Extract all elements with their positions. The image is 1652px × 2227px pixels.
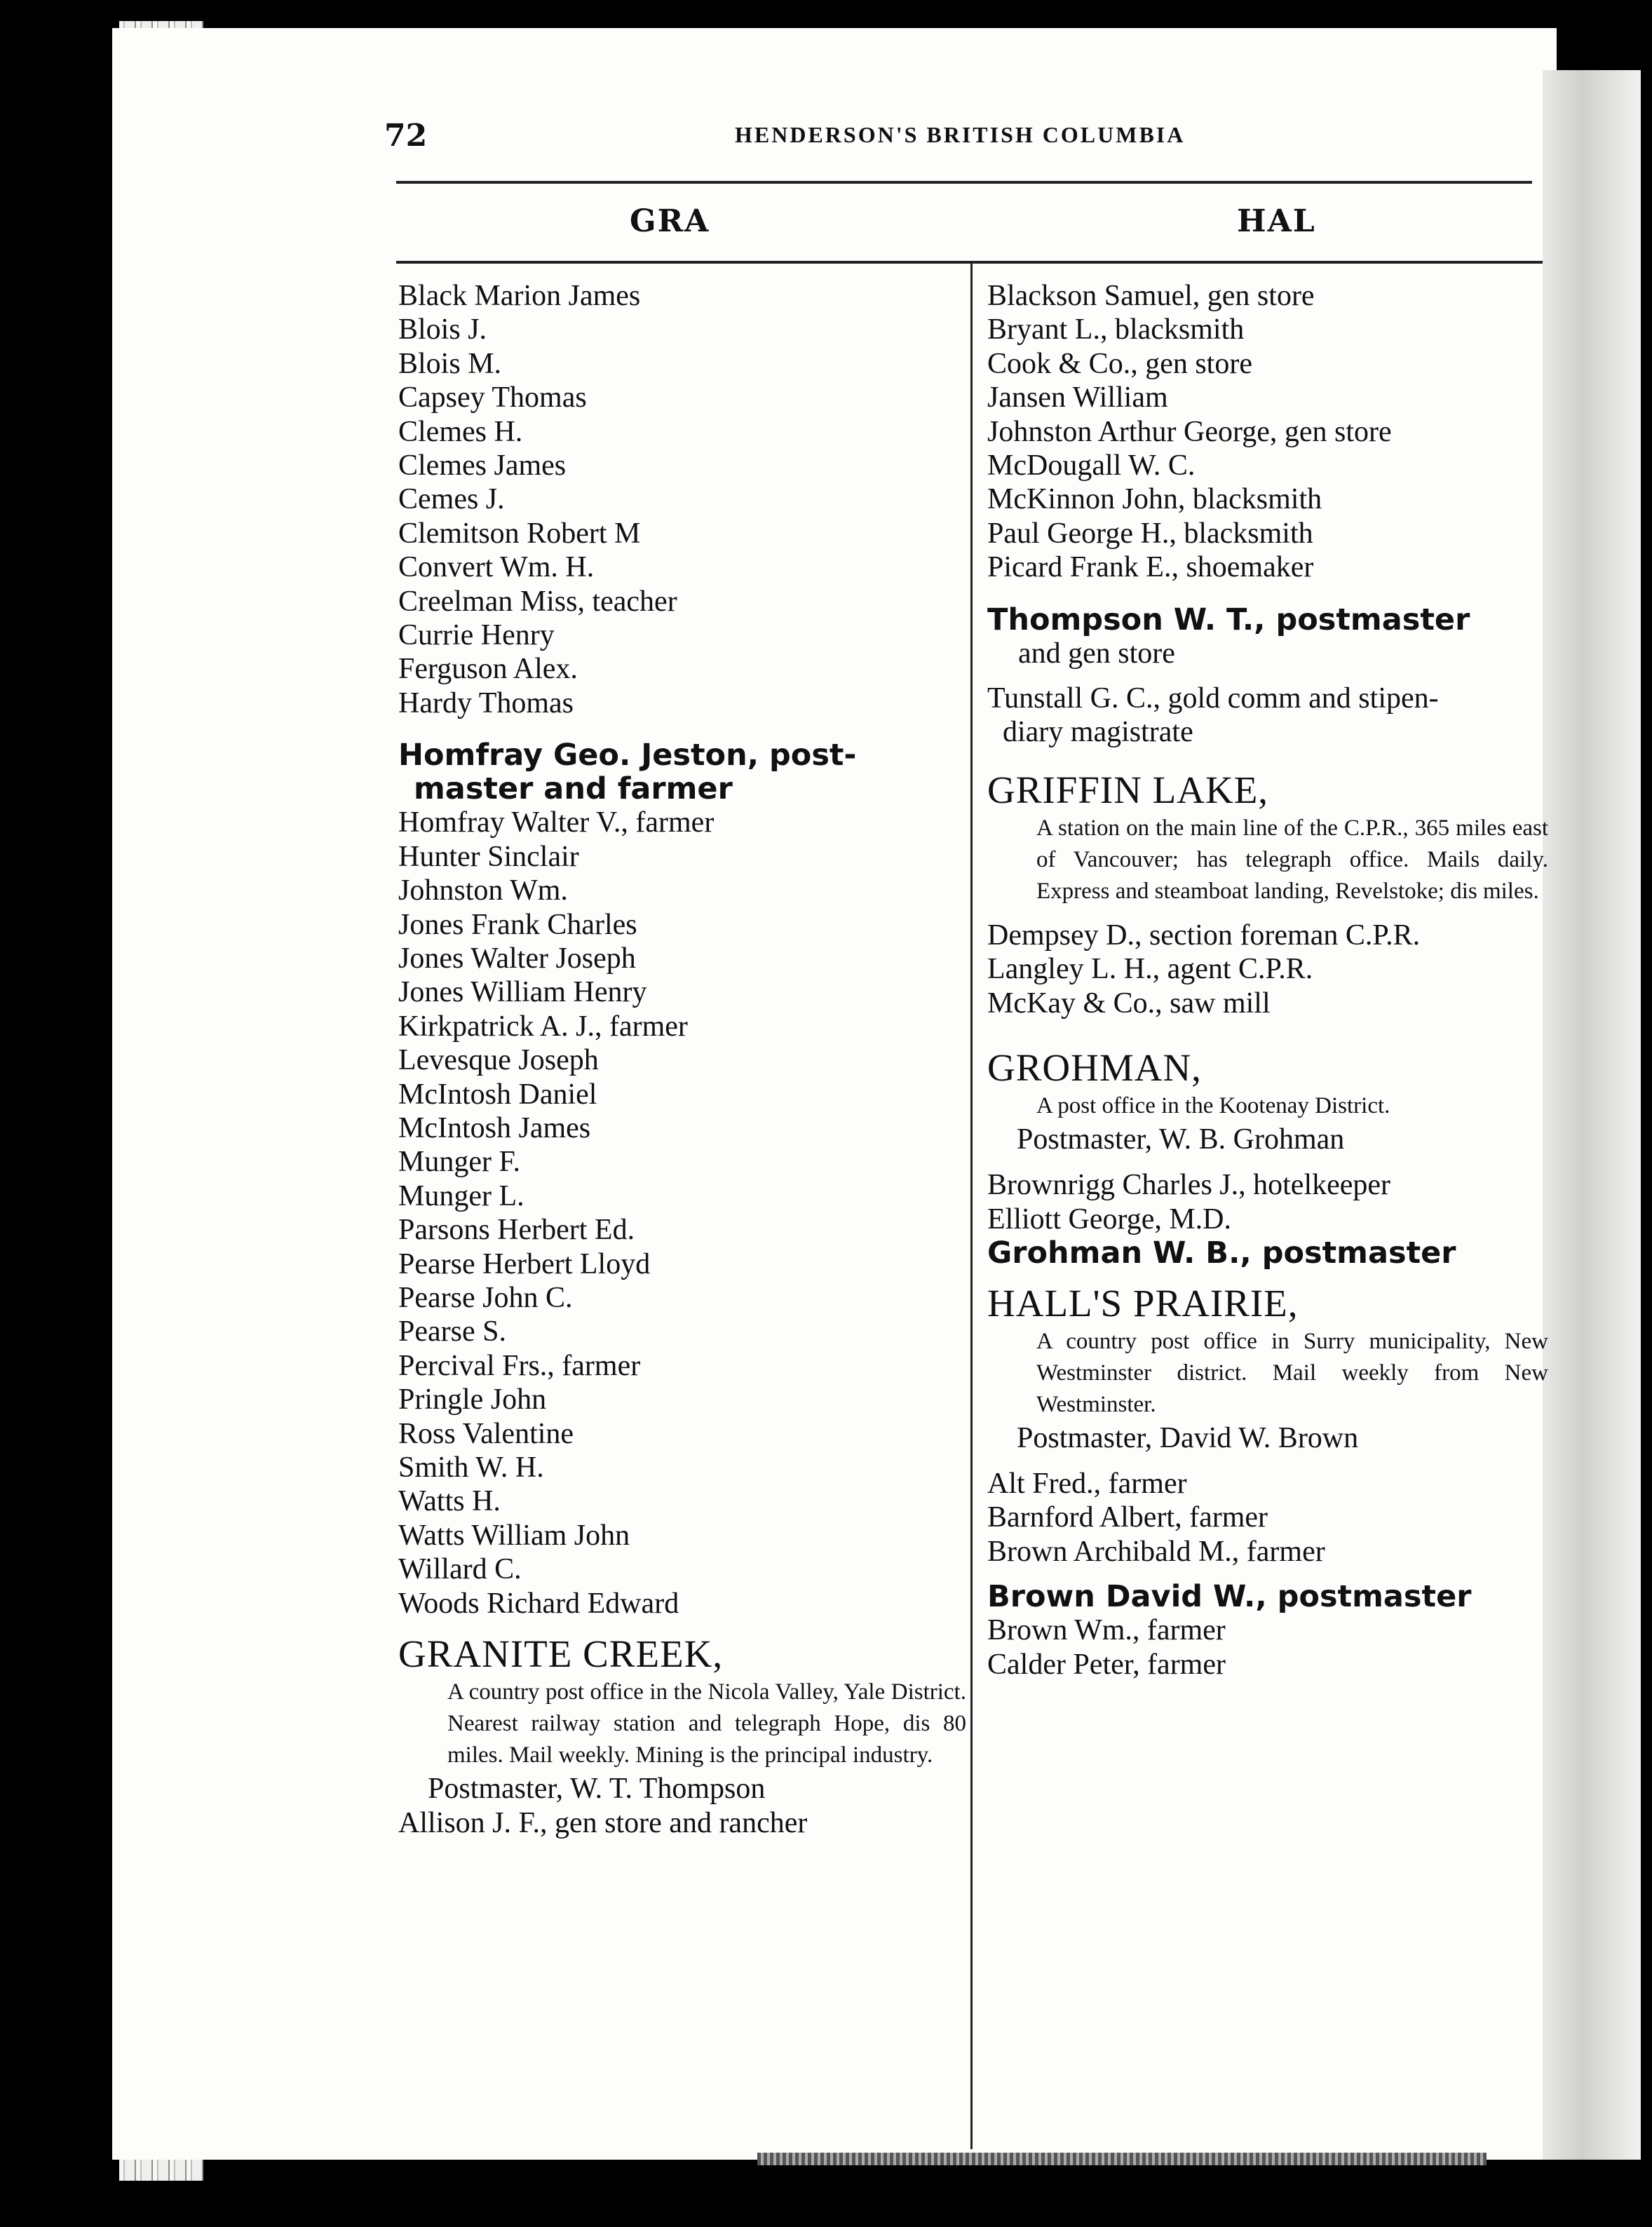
list-item: Percival Frs., farmer [398,1349,641,1382]
header-rule [396,181,1532,184]
list-item: McIntosh Daniel [398,1078,597,1111]
place-description: A station on the main line of the C.P.R., 365 miles east of Vancouver; has telegraph office. Mails daily. Express and steamboat landing, Revelstoke; dis miles. [1036,815,1548,904]
list-item: Munger L. [398,1179,524,1212]
list-item: Jones Frank Charles [398,908,637,941]
list-item: Johnston Arthur George, gen store [987,415,1392,448]
place-heading-griffin-lake: GRIFFIN LAKE, [987,768,1269,811]
list-item: Kirkpatrick A. J., farmer [398,1010,688,1043]
place-heading-halls-prairie: HALL'S PRAIRIE, [987,1281,1299,1325]
list-item: Elliott George, M.D. [987,1203,1232,1236]
list-item: Hunter Sinclair [398,840,579,873]
list-item: Ross Valentine [398,1417,574,1450]
postmaster-line: Postmaster, W. B. Grohman [1017,1123,1345,1156]
list-item: Hardy Thomas [398,686,574,719]
entry-continuation: and gen store [1018,637,1175,670]
list-item: Capsey Thomas [398,381,587,414]
guide-word-right: HAL [1237,203,1316,239]
list-item: Currie Henry [398,619,555,652]
bold-entry-continuation: master and farmer [414,771,733,807]
place-description: A country post office in the Nicola Valley, Yale District. Nearest railway station and telegraph Hope, dis 80 miles. Mail weekly. Mining is the principal industry. [447,1679,966,1768]
left-column [398,279,966,1840]
place-description: A post office in the Kootenay District. [1036,1093,1390,1119]
list-item: Convert Wm. H. [398,551,595,584]
list-item: Smith W. H. [398,1451,544,1484]
column-divider [970,263,973,2149]
page-bottom-edge [757,2153,1487,2165]
list-item: Jones William Henry [398,976,647,1009]
list-item: Clemitson Robert M [398,517,641,550]
list-item: Jones Walter Joseph [398,942,636,975]
right-column [987,279,1548,1681]
list-item: Levesque Joseph [398,1044,599,1077]
list-item: Allison J. F., gen store and rancher [398,1807,808,1840]
entry-line: Tunstall G. C., gold comm and stipen- [987,682,1439,715]
list-item: Blois J. [398,313,487,346]
list-item: Johnston Wm. [398,874,568,907]
place-heading-granite-creek: GRANITE CREEK, [398,1632,724,1676]
entry-tunstall [987,682,1548,750]
list-item: Langley L. H., agent C.P.R. [987,953,1313,986]
list-item: Jansen William [987,381,1168,414]
page-number: 72 [384,118,428,154]
list-item: Munger F. [398,1146,520,1179]
list-item: Willard C. [398,1553,522,1586]
list-item: Brown Archibald M., farmer [987,1535,1325,1568]
list-item: Clemes James [398,449,567,482]
list-item: Brownrigg Charles J., hotelkeeper [987,1169,1391,1202]
list-item: Clemes H. [398,415,523,448]
list-item: Alt Fred., farmer [987,1467,1187,1500]
list-item: Pearse Herbert Lloyd [398,1247,651,1280]
bold-entry-brown: Brown David W., postmaster [987,1579,1472,1615]
list-item: McKinnon John, blacksmith [987,483,1322,516]
list-item: Watts William John [398,1519,630,1552]
bold-entry-thompson: Thompson W. T., postmaster [987,602,1470,637]
list-item: McIntosh James [398,1111,591,1144]
list-item: Watts H. [398,1485,501,1518]
list-item: Pearse S. [398,1315,506,1348]
list-item: McKay & Co., saw mill [987,987,1271,1020]
list-item: Pringle John [398,1383,547,1416]
list-item: Blackson Samuel, gen store [987,280,1315,312]
list-item: Barnford Albert, farmer [987,1501,1268,1534]
bold-entry-homfray [398,738,966,806]
list-item: Cemes J. [398,483,505,516]
list-item: Cook & Co., gen store [987,347,1252,380]
list-item: Dempsey D., section foreman C.P.R. [987,919,1421,952]
list-item: Homfray Walter V., farmer [398,806,715,839]
guide-word-left: GRA [630,203,710,239]
place-description: A country post office in Surry municipality, New Westminster district. Mail weekly from New Westminster. [1036,1328,1548,1417]
list-item: Parsons Herbert Ed. [398,1214,635,1247]
running-title: HENDERSON'S BRITISH COLUMBIA [735,122,1186,147]
place-heading-grohman: GROHMAN, [987,1046,1202,1090]
list-item: Bryant L., blacksmith [987,313,1245,346]
list-item: Black Marion James [398,280,641,312]
column-header-rule [396,261,1543,264]
list-item: McDougall W. C. [987,449,1196,482]
list-item: Calder Peter, farmer [987,1648,1226,1681]
bold-entry-line: Homfray Geo. Jeston, post- [398,738,857,773]
list-item: Paul George H., blacksmith [987,517,1313,550]
list-item: Blois M. [398,347,502,380]
entry-continuation: diary magistrate [1003,716,1193,749]
list-item: Ferguson Alex. [398,653,578,686]
list-item: Creelman Miss, teacher [398,585,677,618]
page-header [384,118,1534,160]
bold-entry-grohman: Grohman W. B., postmaster [987,1235,1456,1271]
list-item: Brown Wm., farmer [987,1614,1226,1647]
postmaster-line: Postmaster, W. T. Thompson [428,1773,766,1806]
list-item: Picard Frank E., shoemaker [987,551,1314,584]
list-item: Woods Richard Edward [398,1587,679,1620]
facing-page-edge [1543,70,1641,2160]
list-item: Pearse John C. [398,1281,573,1314]
postmaster-line: Postmaster, David W. Brown [1017,1421,1359,1454]
